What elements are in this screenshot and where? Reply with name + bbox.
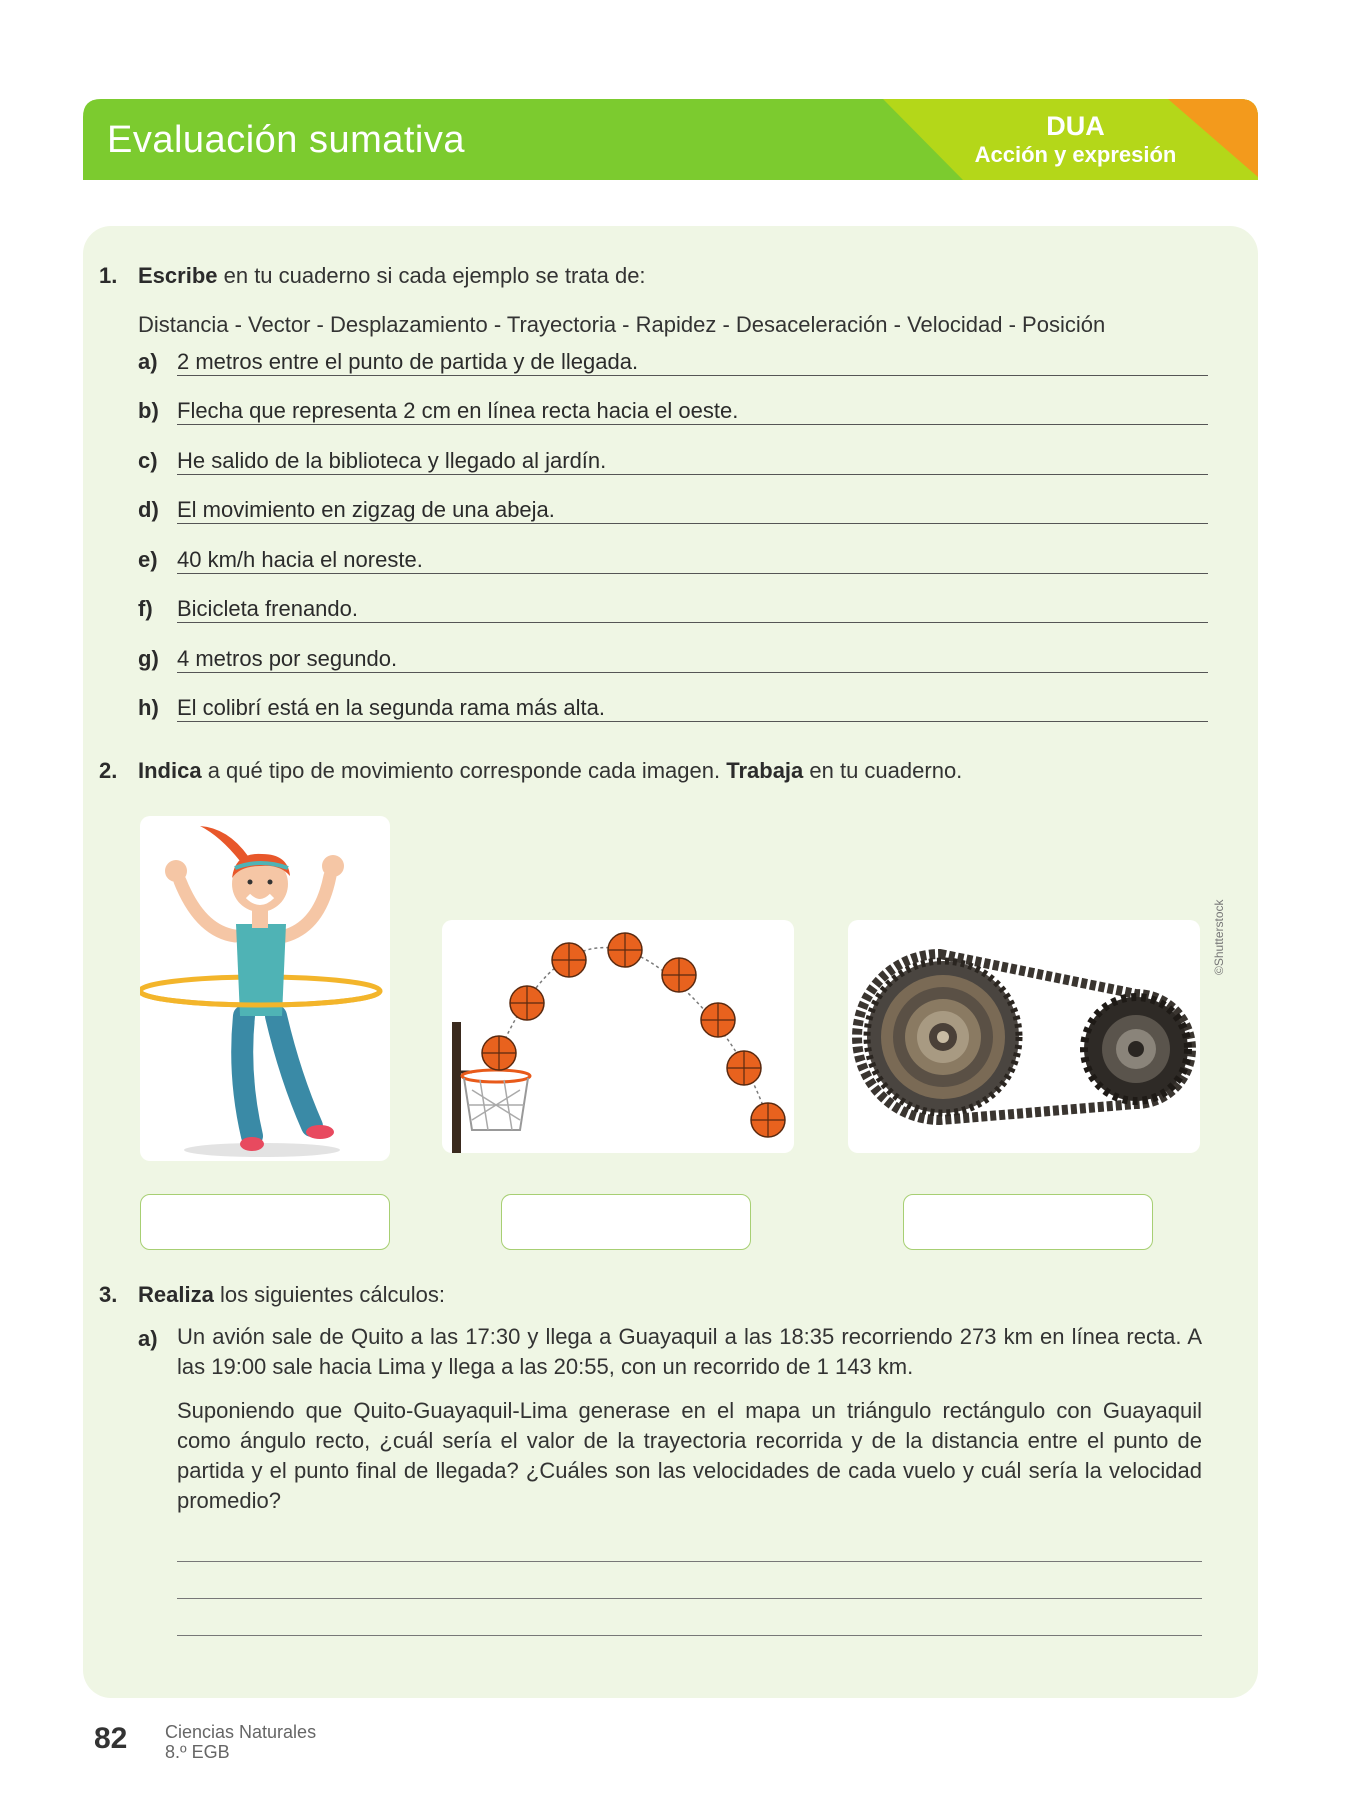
item-text: Bicicleta frenando.: [177, 596, 362, 622]
answer-line[interactable]: [177, 672, 1208, 673]
q3-text: los siguientes cálculos:: [213, 1282, 445, 1307]
q1-verb: Escribe: [138, 263, 218, 288]
answer-line[interactable]: [177, 523, 1208, 524]
header-banner: [83, 99, 1258, 180]
item-text: 4 metros por segundo.: [177, 646, 401, 672]
hula-hoop-girl-illustration: [140, 816, 390, 1161]
page-number: 82: [94, 1722, 128, 1755]
q1-number: 1.: [99, 263, 118, 288]
answer-line[interactable]: [177, 1635, 1202, 1636]
answer-box-1[interactable]: [140, 1194, 390, 1250]
answer-line[interactable]: [177, 424, 1208, 425]
dua-badge: [968, 111, 1183, 169]
q1-item-e: [138, 547, 1208, 577]
item-text: El colibrí está en la segunda rama más alta.: [177, 695, 609, 721]
basketball-image: [442, 920, 794, 1153]
q1-item-d: [138, 497, 1208, 527]
page-title: Evaluación sumativa: [107, 119, 466, 161]
gears-chain-illustration: [848, 920, 1200, 1153]
q1-item-c: [138, 448, 1208, 478]
q2-verb-1: Indica: [138, 758, 202, 783]
answer-box-3[interactable]: [903, 1194, 1153, 1250]
q3-prompt: [138, 1282, 445, 1308]
basketball-trajectory-illustration: [442, 920, 794, 1153]
q1-item-a: [138, 349, 1208, 379]
q1-options: Distancia - Vector - Desplazamiento - Trayectoria - Rapidez - Desaceleración - Velocidad - Posición: [138, 312, 1106, 337]
q2-verb-2: Trabaja: [726, 758, 804, 783]
footer-subject: Ciencias Naturales: [165, 1722, 317, 1742]
item-letter: g): [138, 646, 159, 671]
gears-chain-image: [848, 920, 1200, 1153]
item-text: 2 metros entre el punto de partida y de llegada.: [177, 349, 642, 375]
q2-number: 2.: [99, 758, 118, 783]
q3-paragraph-2: Suponiendo que Quito-Guayaquil-Lima generase en el mapa un triángulo rectángulo con Guayaquil como ángulo recto, ¿cuál sería el valor de la trayectoria recorrida y de la distancia entre el punto de partida y el punto final de llegada? ¿Cuáles son las velocidades de cada vuelo y cuál sería la velocidad promedio?: [177, 1398, 1202, 1513]
q3-paragraph-1: Un avión sale de Quito a las 17:30 y llega a Guayaquil a las 18:35 recorriendo 273 km en línea recta. A las 19:00 sale hacia Lima y llega a las 20:55, con un recorrido de 1 143 km.: [177, 1324, 1202, 1379]
dua-subtitle: Acción y expresión: [974, 142, 1177, 167]
item-letter: e): [138, 547, 158, 572]
image-credit: ©Shutterstock: [1212, 899, 1226, 975]
dua-title: DUA: [1046, 111, 1105, 141]
q1-prompt: [138, 263, 646, 289]
q1-text: en tu cuaderno si cada ejemplo se trata de:: [217, 263, 646, 288]
answer-box-2[interactable]: [501, 1194, 751, 1250]
item-letter: h): [138, 695, 159, 720]
q2-prompt: [138, 758, 962, 784]
item-text: Flecha que representa 2 cm en línea recta hacia el oeste.: [177, 398, 742, 424]
answer-line[interactable]: [177, 721, 1208, 722]
q1-item-h: [138, 695, 1208, 725]
item-text: 40 km/h hacia el noreste.: [177, 547, 427, 573]
item-letter: d): [138, 497, 159, 522]
answer-line[interactable]: [177, 573, 1208, 574]
q1-item-g: [138, 646, 1208, 676]
item-letter: a): [138, 349, 158, 374]
item-letter: b): [138, 398, 159, 423]
item-text: El movimiento en zigzag de una abeja.: [177, 497, 559, 523]
item-text: He salido de la biblioteca y llegado al jardín.: [177, 448, 610, 474]
q2-text-2: en tu cuaderno.: [803, 758, 963, 783]
footer-grade: 8.º EGB: [165, 1742, 230, 1762]
item-letter: f): [138, 596, 153, 621]
answer-line[interactable]: [177, 1598, 1202, 1599]
q3-number: 3.: [99, 1282, 118, 1307]
q1-item-f: [138, 596, 1208, 626]
item-letter: c): [138, 448, 158, 473]
answer-line[interactable]: [177, 1561, 1202, 1562]
q1-item-b: [138, 398, 1208, 428]
hula-hoop-image: [140, 816, 390, 1161]
answer-line[interactable]: [177, 622, 1208, 623]
q2-text-1: a qué tipo de movimiento corresponde cada imagen.: [201, 758, 727, 783]
q3-item-letter: a): [138, 1326, 158, 1351]
answer-line[interactable]: [177, 474, 1208, 475]
q3-verb: Realiza: [138, 1282, 214, 1307]
answer-line[interactable]: [177, 375, 1208, 376]
